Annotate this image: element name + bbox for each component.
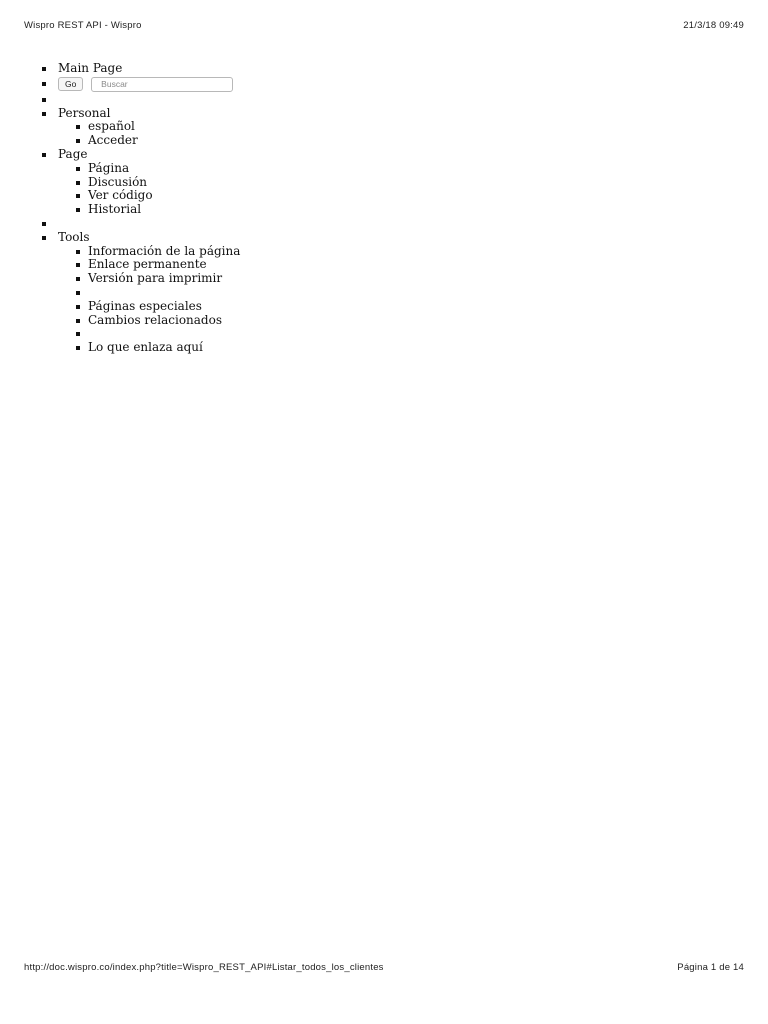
bullet-icon — [76, 167, 80, 171]
bullet-icon — [76, 181, 80, 185]
nav-section-page — [0, 148, 768, 162]
bullet-icon — [76, 291, 80, 295]
print-header — [24, 20, 744, 31]
nav-list — [0, 62, 768, 355]
language-link[interactable]: español — [88, 119, 135, 134]
bullet-icon — [76, 208, 80, 212]
main-page-link[interactable]: Main Page — [58, 61, 123, 75]
nav-section-tools — [0, 231, 768, 245]
bullet-icon — [76, 263, 80, 267]
print-datetime: 21/3/18 09:49 — [683, 20, 744, 31]
nav-section-personal — [0, 107, 768, 121]
tools-sublist — [0, 245, 768, 355]
nav-item-empty — [0, 93, 768, 107]
print-footer — [24, 962, 744, 973]
page-url: http://doc.wispro.co/index.php?title=Wispro_REST_API#Listar_todos_los_clientes — [24, 962, 384, 973]
navigation-menu — [0, 62, 768, 355]
history-link[interactable]: Historial — [88, 202, 142, 217]
nav-item-empty — [0, 217, 768, 231]
nav-item-login[interactable] — [0, 134, 768, 148]
page-sublist — [0, 162, 768, 217]
bullet-icon — [76, 139, 80, 143]
page-number: Página 1 de 14 — [677, 962, 744, 973]
bullet-icon — [76, 305, 80, 309]
section-label-tools: Tools — [58, 229, 90, 244]
go-button[interactable]: Go — [58, 77, 83, 91]
nav-item-page-info[interactable] — [0, 245, 768, 259]
nav-item-language[interactable] — [0, 120, 768, 134]
page-sublist-container — [0, 162, 768, 217]
bullet-icon — [76, 277, 80, 281]
nav-item-printable[interactable] — [0, 272, 768, 286]
nav-item-discussion[interactable] — [0, 176, 768, 190]
bullet-icon — [42, 236, 46, 240]
nav-item-history[interactable] — [0, 203, 768, 217]
discussion-link[interactable]: Discusión — [88, 174, 148, 189]
bullet-icon — [76, 250, 80, 254]
page-link[interactable]: Página — [88, 160, 130, 175]
section-label-page: Page — [58, 146, 88, 161]
bullet-icon — [76, 319, 80, 323]
bullet-icon — [76, 194, 80, 198]
document-title: Wispro REST API - Wispro — [24, 20, 142, 31]
nav-item-special-pages[interactable] — [0, 300, 768, 314]
view-source-link[interactable]: Ver código — [88, 188, 153, 203]
related-changes-link[interactable]: Cambios relacionados — [88, 312, 222, 327]
bullet-icon — [42, 153, 46, 157]
bullet-icon — [42, 222, 46, 226]
personal-sublist — [0, 120, 768, 148]
bullet-icon — [76, 332, 80, 336]
personal-sublist-container — [0, 120, 768, 148]
nav-item-view-source[interactable] — [0, 189, 768, 203]
search-form — [0, 76, 768, 93]
nav-item-main-page[interactable] — [0, 62, 768, 76]
special-pages-link[interactable]: Páginas especiales — [88, 298, 202, 313]
nav-item-empty — [0, 327, 768, 341]
section-label-personal: Personal — [58, 105, 111, 120]
nav-item-empty — [0, 286, 768, 300]
bullet-icon — [42, 67, 46, 71]
bullet-icon — [42, 112, 46, 116]
nav-item-page[interactable] — [0, 162, 768, 176]
permalink-link[interactable]: Enlace permanente — [88, 257, 207, 272]
bullet-icon — [76, 346, 80, 350]
what-links-here-link[interactable]: Lo que enlaza aquí — [88, 340, 203, 355]
bullet-icon — [76, 125, 80, 129]
bullet-icon — [42, 98, 46, 102]
nav-item-permalink[interactable] — [0, 258, 768, 272]
nav-item-related-changes[interactable] — [0, 314, 768, 328]
printable-version-link[interactable]: Versión para imprimir — [88, 271, 223, 286]
search-input[interactable] — [91, 77, 233, 92]
page-info-link[interactable]: Información de la página — [88, 243, 241, 258]
login-link[interactable]: Acceder — [88, 133, 138, 148]
nav-item-what-links-here[interactable] — [0, 341, 768, 355]
tools-sublist-container — [0, 245, 768, 355]
bullet-icon — [42, 82, 46, 86]
